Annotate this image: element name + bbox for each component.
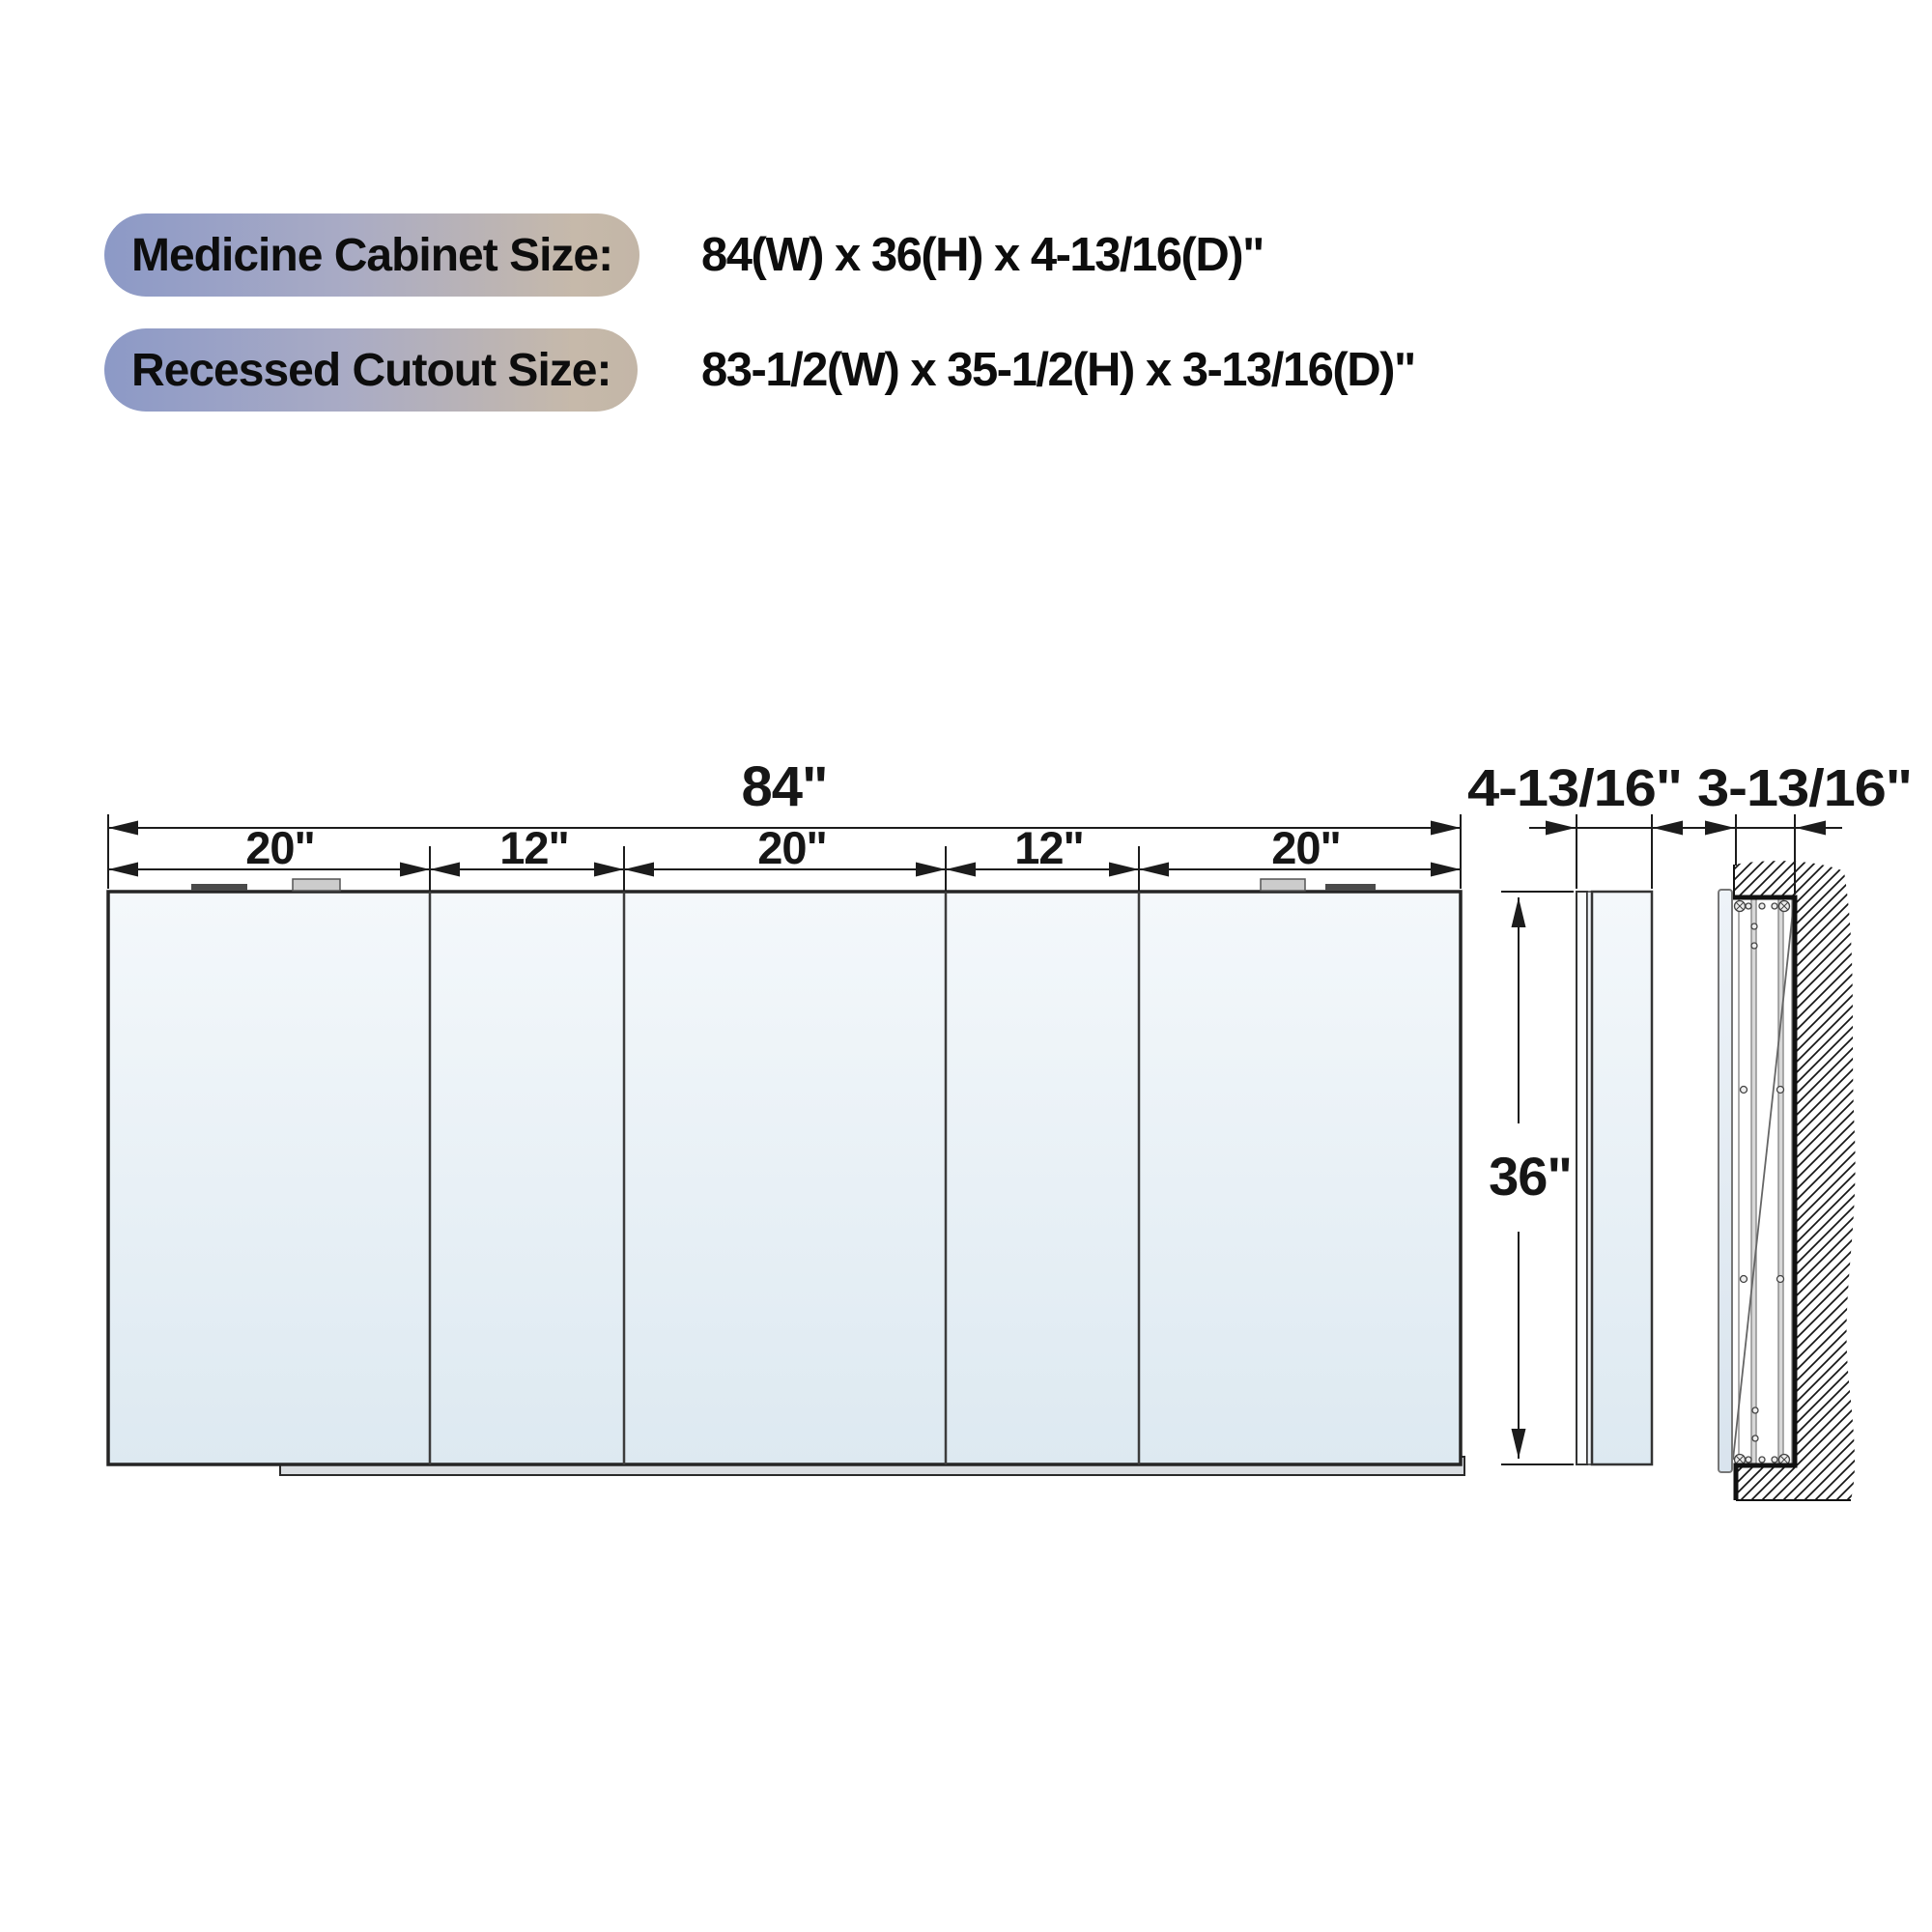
side-view (1577, 892, 1652, 1464)
segment-label-3: 20" (757, 822, 827, 873)
cutout-size-label: Recessed Cutout Size: (131, 344, 611, 396)
hinge-strip-left (191, 884, 247, 891)
recess-outline (1732, 897, 1795, 1500)
recessed-view (1719, 861, 1856, 1500)
diagonal-brace (1733, 902, 1794, 1460)
cutout-depth-label: 3-13/16" (1697, 759, 1912, 817)
front-view (108, 879, 1464, 1475)
dimension-height (1489, 892, 1574, 1464)
side-view-door-edge (1577, 892, 1587, 1464)
segment-label-4: 12" (1014, 822, 1084, 873)
mount-rail-right (1778, 899, 1783, 1463)
segment-label-2: 12" (499, 822, 569, 873)
side-view-body (1592, 892, 1652, 1464)
dimension-side-depth (1467, 759, 1699, 889)
recessed-door-flange (1719, 890, 1732, 1472)
segment-label-5: 20" (1271, 822, 1341, 873)
side-depth-label: 4-13/16" (1467, 759, 1682, 817)
cabinet-size-label: Medicine Cabinet Size: (131, 229, 613, 281)
segment-label-1: 20" (245, 822, 315, 873)
hinge-strip-right (1325, 884, 1376, 891)
height-label: 36" (1489, 1146, 1572, 1207)
hinge-tab-right (1261, 879, 1305, 891)
cutout-size-value: 83-1/2(W) x 35-1/2(H) x 3-13/16(D)" (701, 344, 1415, 396)
front-view-mirror (108, 892, 1461, 1464)
cabinet-size-value: 84(W) x 36(H) x 4-13/16(D)" (701, 229, 1264, 281)
overall-width-label: 84" (741, 755, 828, 818)
hinge-tab-left (293, 879, 340, 891)
cabinet-back-lines (1739, 899, 1792, 1463)
mount-rail-left (1751, 899, 1756, 1463)
